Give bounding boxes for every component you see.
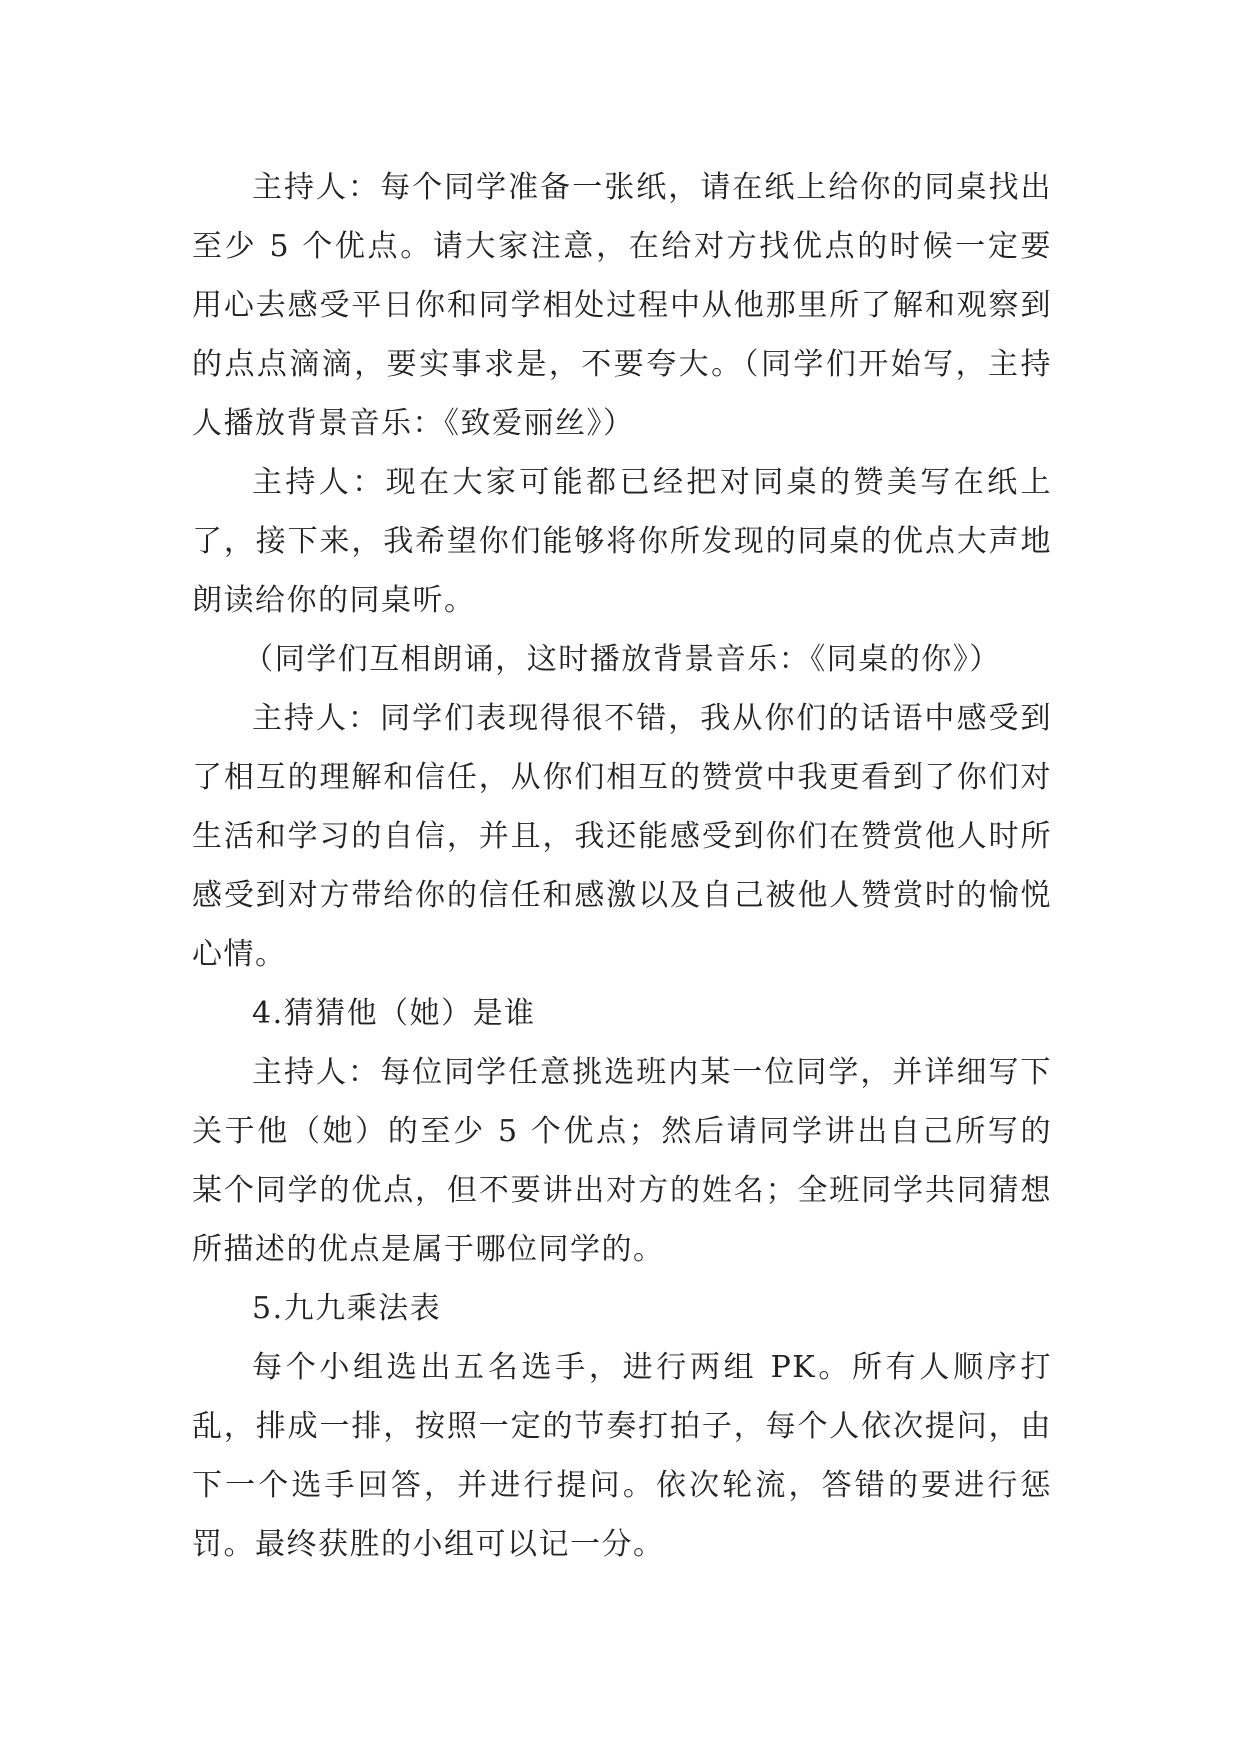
paragraph-multiplication-rules: 每个小组选出五名选手，进行两组 PK。所有人顺序打乱，排成一排，按照一定的节奏打拍子，每个人依次提问，由下一个选手回答，并进行提问。依次轮流，答错的要进行惩罚。最终获胜的小组可以记一分。	[192, 1350, 1052, 1562]
paragraph-host-summary: 主持人：同学们表现得很不错，我从你们的话语中感受到了相互的理解和信任，从你们相互的赞赏中我更看到了你们对生活和学习的自信，并且，我还能感受到你们在赞赏他人时所感受到对方带给你的信任和感激以及自己被他人赞赏时的愉悦心情。	[192, 701, 1052, 972]
section-heading-guess-who: 4.猜猜他（她）是谁	[252, 996, 536, 1031]
paragraph-guess-who-rules: 主持人：每位同学任意挑选班内某一位同学，并详细写下关于他（她）的至少 5 个优点；然后请同学讲出自己所写的某个同学的优点，但不要讲出对方的姓名；全班同学共同猜想所描述的优点是属于哪位同学的。	[192, 1055, 1052, 1267]
paragraph-stage-direction: （同学们互相朗诵，这时播放背景音乐：《同桌的你》）	[243, 642, 1001, 677]
paragraph-host-instructions-1: 主持人：每个同学准备一张纸，请在纸上给你的同桌找出至少 5 个优点。请大家注意，在给对方找优点的时候一定要用心去感受平日你和同学相处过程中从他那里所了解和观察到的点点滴滴，要实事求是，不要夸大。（同学们开始写，主持人播放背景音乐：《致爱丽丝》）	[192, 170, 1052, 441]
document-page	[192, 158, 1052, 1574]
section-heading-multiplication-table: 5.九九乘法表	[252, 1291, 442, 1326]
paragraph-host-instructions-2: 主持人：现在大家可能都已经把对同桌的赞美写在纸上了，接下来，我希望你们能够将你所发现的同桌的优点大声地朗读给你的同桌听。	[192, 465, 1052, 618]
